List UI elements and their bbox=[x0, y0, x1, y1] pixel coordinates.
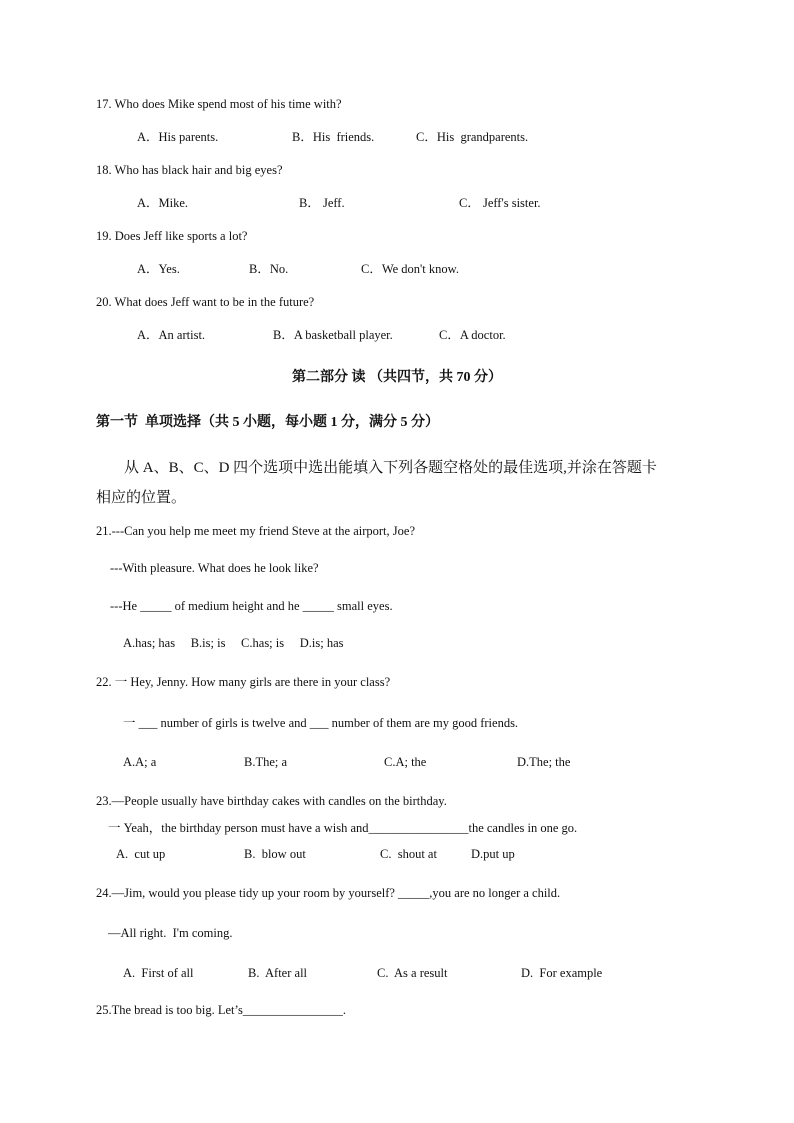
question-21-line-3: ---He _____ of medium height and he _____ small eyes. bbox=[110, 599, 393, 613]
question-18-stem: 18. Who has black hair and big eyes? bbox=[96, 163, 283, 177]
q21-options: A.has; has B.is; is C.has; is D.is; has bbox=[123, 636, 344, 650]
q23-option-b: B. blow out bbox=[244, 847, 306, 861]
q19-option-a: A．Yes. bbox=[137, 262, 180, 276]
question-23-line-1: 23.—People usually have birthday cakes with candles on the birthday. bbox=[96, 794, 447, 808]
part-two-title: 第二部分 读 （共四节，共 70 分） bbox=[292, 370, 502, 385]
q20-option-b: B．A basketball player. bbox=[273, 328, 393, 342]
q17-option-c: C．His grandparents. bbox=[416, 130, 529, 144]
q22-option-b: B.The; a bbox=[244, 755, 288, 769]
q22-option-c: C.A; the bbox=[384, 755, 427, 769]
question-21-line-2: ---With pleasure. What does he look like? bbox=[110, 561, 319, 575]
q19-option-b: B．No. bbox=[249, 262, 289, 276]
q23-option-d: D.put up bbox=[471, 847, 515, 861]
q22-option-a: A.A; a bbox=[123, 755, 157, 769]
q23-option-a: A. cut up bbox=[116, 847, 166, 861]
question-19-stem: 19. Does Jeff like sports a lot? bbox=[96, 229, 248, 243]
section-one-title: 第一节 单项选择（共 5 小题，每小题 1 分，满分 5 分） bbox=[96, 415, 439, 430]
q17-option-a: A．His parents. bbox=[137, 130, 219, 144]
question-24-line-1: 24.—Jim, would you please tidy up your room by yourself? _____,you are no longer a child. bbox=[96, 886, 561, 900]
question-25-line-1: 25.The bread is too big. Let’s________________. bbox=[96, 1003, 346, 1017]
q24-option-d: D. For example bbox=[521, 966, 603, 980]
question-22-line-1: 22. 一 Hey, Jenny. How many girls are there in your class? bbox=[96, 675, 391, 689]
q18-option-b: B． Jeff. bbox=[299, 196, 345, 210]
question-21-line-1: 21.---Can you help me meet my friend Steve at the airport, Joe? bbox=[96, 524, 415, 538]
question-24-line-2: —All right. I'm coming. bbox=[108, 926, 233, 940]
q18-option-c: C． Jeff's sister. bbox=[459, 196, 541, 210]
q24-option-b: B. After all bbox=[248, 966, 308, 980]
question-23-line-2: 一 Yeah，the birthday person must have a wish and________________the candles in one go. bbox=[108, 821, 578, 835]
q24-option-c: C. As a result bbox=[377, 966, 448, 980]
q20-option-a: A．An artist. bbox=[137, 328, 206, 342]
q17-option-b: B．His friends. bbox=[292, 130, 375, 144]
question-17-stem: 17. Who does Mike spend most of his time with? bbox=[96, 97, 342, 111]
q24-option-a: A. First of all bbox=[123, 966, 194, 980]
q19-option-c: C．We don't know. bbox=[361, 262, 459, 276]
instructions-line-1: 从 A、B、C、D 四个选项中选出能填入下列各题空格处的最佳选项,并涂在答题卡 bbox=[124, 460, 657, 476]
question-20-stem: 20. What does Jeff want to be in the future? bbox=[96, 295, 315, 309]
q20-option-c: C．A doctor. bbox=[439, 328, 506, 342]
q18-option-a: A．Mike. bbox=[137, 196, 189, 210]
q22-option-d: D.The; the bbox=[517, 755, 571, 769]
question-22-line-2: 一 ___ number of girls is twelve and ___ number of them are my good friends. bbox=[123, 716, 519, 730]
instructions-line-2: 相应的位置。 bbox=[96, 490, 187, 506]
q23-option-c: C. shout at bbox=[380, 847, 437, 861]
